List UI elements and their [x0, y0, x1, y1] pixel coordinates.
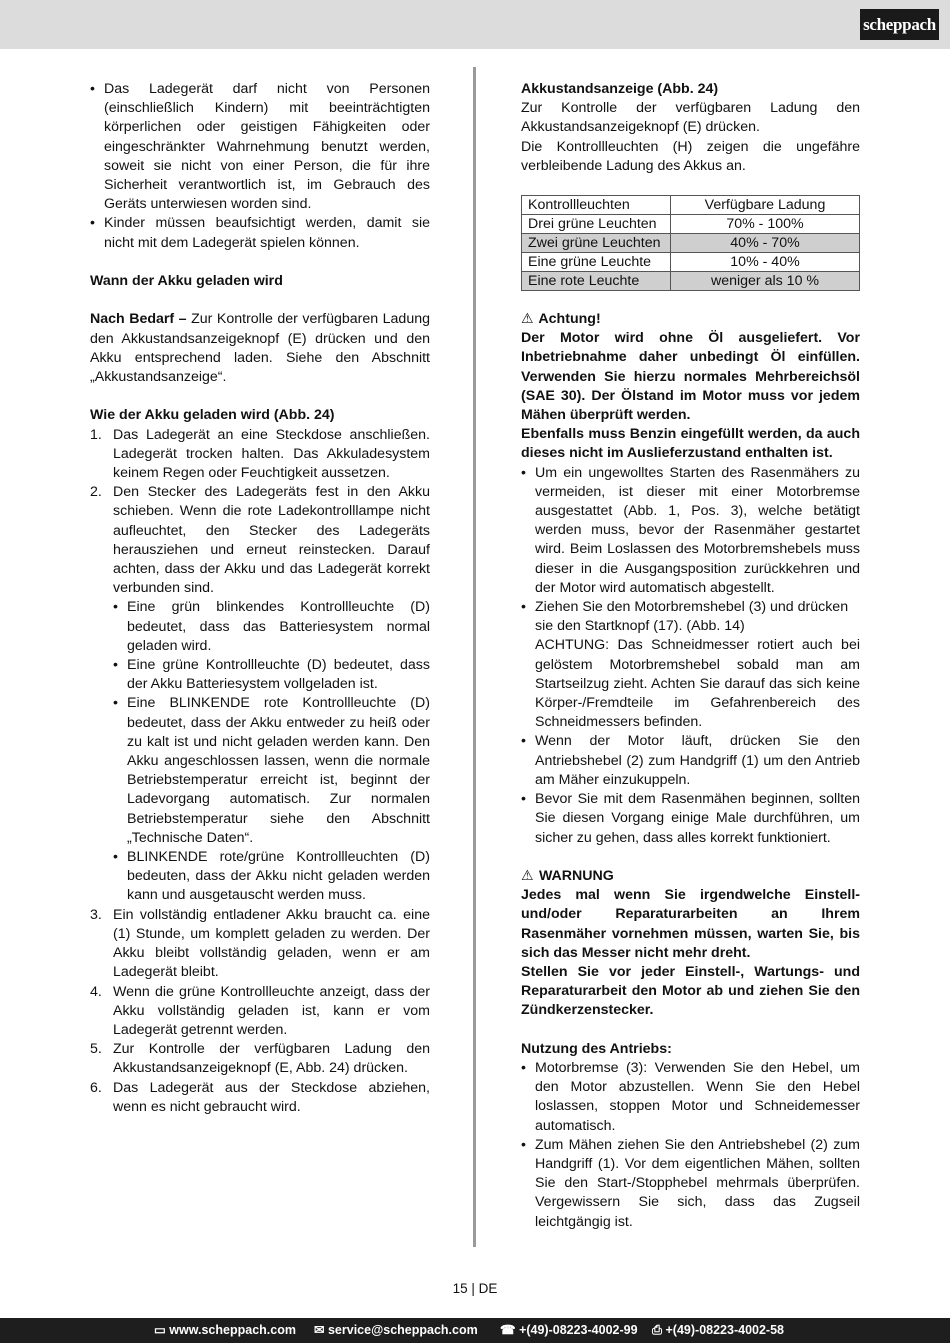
table-row [522, 272, 860, 291]
table-row [522, 253, 860, 272]
table-cell: 70% - 100% [671, 215, 860, 234]
page-number: 15 | DE [452, 1281, 498, 1296]
list-item: • Motorbremse (3): Verwenden Sie den Hebel, um den Motor abzustellen. Wenn Sie den Hebel loslassen, stoppen Motor und Schneidemesser automatisch. [521, 1059, 860, 1136]
column-divider [473, 67, 476, 1247]
table-cell: Zwei grüne Leuchten [522, 234, 671, 253]
list-item [521, 598, 860, 732]
warning-triangle-icon: ⚠ [521, 867, 534, 884]
table-cell: Eine grüne Leuchte [522, 253, 671, 272]
caution-title: Achtung! [538, 311, 601, 328]
sub-list-item: • BLINKENDE rote/grüne Kontrollleuchten (D) bedeuten, dass der Akku nicht geladen werden kann und ausgetauscht werden muss. [90, 848, 430, 906]
phone-contact [500, 1318, 638, 1343]
item-text: Wenn die grüne Kontrollleuchte anzeigt, dass der Akku vollständig geladen ist, kann er vom Ladegerät getrennt werden. [113, 983, 430, 1038]
numbered-item [90, 1079, 430, 1117]
charge-table-wrapper [521, 195, 860, 291]
item-text: Ein vollständig entladener Akku braucht ca. eine (1) Stunde, um komplett geladen zu werden. Der Akku bleibt vollständig geladen, wenn er am Ladegerät bleibt. [113, 906, 430, 981]
numbered-item [90, 426, 430, 484]
web-contact[interactable] [154, 1318, 296, 1343]
mail-icon: ✉ [314, 1323, 325, 1337]
sub-list-item: • Eine grün blinkendes Kontrollleuchte (D) bedeutet, dass das Batteriesystem normal geladen wird. [90, 598, 430, 656]
item-text: Den Stecker des Ladegeräts fest in den Akku schieben. Wenn die rote Ladekontrolllampe nicht aufleuchtet, den Stecker des Ladegeräts herausziehen und erneut reinstecken. Darauf achten, dass der Akku und das Ladegerät korrekt verbunden sind. [113, 484, 430, 597]
warning-text: Stellen Sie vor jeder Einstell-, Wartungs- und Reparaturarbeit den Motor ab und ziehen Sie den Zündkerzenstecker. [521, 963, 860, 1019]
caution-heading [521, 310, 860, 329]
warning-text: Jedes mal wenn Sie irgendwelche Einstell- und/oder Reparaturarbeiten an Ihrem Rasenmäher vornehmen müssen, warten Sie, bis sich das Messer nicht mehr dreht. [521, 887, 860, 961]
phone-icon: ☎ [500, 1323, 516, 1337]
table-cell: 10% - 40% [671, 253, 860, 272]
warning-title: WARNUNG [538, 867, 614, 884]
item-number: 6. [90, 1079, 102, 1096]
list-item-text: ACHTUNG: Das Schneidmesser rotiert auch bei gelöstem Motorbremshebel sobald man am Startseilzug zieht. Achten Sie darauf das sich keine Körper-/Fremdteile im Gefahrenbereich des Schneidmessers befinden. [535, 637, 860, 731]
sub-list-item: • Eine BLINKENDE rote Kontrollleuchte (D) bedeutet, dass der Akku entweder zu heiß oder zu kalt ist und nicht geladen werden kann. Den Akku angeschlossen lassen, wenn die normale Betriebstemperatur erreicht ist, beginnt der Ladevorgang automatisch. Zur normalen Betriebstemperatur siehe den Abschnitt „Technische Daten“. [90, 694, 430, 848]
section-heading: Wann der Akku geladen wird [90, 273, 283, 290]
table-cell: Eine rote Leuchte [522, 272, 671, 291]
need-text: Zur Kontrolle der verfügbaren Ladung den Akkustandsanzeigeknopf (E) drücken und den Akku entsprechend laden. Siehe den Abschnitt „Akkustandsanzeige“. [90, 311, 430, 386]
paragraph [90, 310, 430, 387]
right-column [521, 80, 860, 1232]
list-item: • Wenn der Motor läuft, drücken Sie den Antriebshebel (2) zum Handgriff (1) um den Antrieb am Mäher einzukuppeln. [521, 732, 860, 790]
list-item-text: • Ziehen Sie den Motorbremshebel (3) und drücken sie den Startknopf (17). (Abb. 14) [535, 599, 849, 635]
charge-table [521, 195, 860, 291]
table-row [522, 234, 860, 253]
paragraph: Die Kontrollleuchten (H) zeigen die ungefähre verbleibende Ladung des Akkus an. [521, 138, 860, 174]
caution-text: Der Motor wird ohne Öl ausgeliefert. Vor Inbetriebnahme daher unbedingt Öl einfüllen. Verwenden Sie hierzu normales Mehrbereichsöl (SAE 30). Der Ölstand im Motor muss vor jedem Mähen überprüft werden. [521, 330, 860, 424]
item-number: 2. [90, 484, 102, 501]
numbered-item [90, 983, 430, 1041]
mail-contact[interactable] [314, 1318, 478, 1343]
numbered-item [90, 483, 430, 598]
section-heading: Nutzung des Antriebs: [521, 1040, 672, 1057]
monitor-icon: ▭ [154, 1323, 166, 1337]
table-cell: Drei grüne Leuchten [522, 215, 671, 234]
item-text: Das Ladegerät aus der Steckdose abziehen, wenn es nicht gebraucht wird. [113, 1079, 430, 1115]
list-item: • Bevor Sie mit dem Rasenmähen beginnen, sollten Sie diesen Vorgang einige Male durchführen, um sicher zu gehen, dass alles korrekt funktioniert. [521, 790, 860, 848]
item-text: Zur Kontrolle der verfügbaren Ladung den Akkustandsanzeigeknopf (E, Abb. 24) drücken. [113, 1041, 430, 1077]
phone-number: +(49)-08223-4002-99 [519, 1323, 638, 1337]
paragraph: Zur Kontrolle der verfügbaren Ladung den Akkustandsanzeigeknopf (E) drücken. [521, 100, 860, 136]
fax-number: +(49)-08223-4002-58 [665, 1323, 784, 1337]
table-cell: weniger als 10 % [671, 272, 860, 291]
need-label: Nach Bedarf – [90, 311, 187, 328]
numbered-item [90, 1040, 430, 1078]
table-row [522, 215, 860, 234]
mail-link[interactable]: service@scheppach.com [327, 1323, 478, 1337]
header-bar [0, 0, 950, 49]
item-number: 5. [90, 1041, 102, 1058]
list-item: • Zum Mähen ziehen Sie den Antriebshebel (2) zum Handgriff (1). Vor dem eigentlichen Mähen, sollten Sie den Start-/Stopphebel mehrmals überprüfen. Vergewissern Sie sich, dass das Zugseil leichtgängig ist. [521, 1136, 860, 1232]
list-item: • Um ein ungewolltes Starten des Rasenmähers zu vermeiden, ist dieser mit einer Motorbremse ausgestattet (Abb. 1, Pos. 3), welche betätigt werden muss, bevor der Rasenmäher gestartet wird. Beim Loslassen des Motorbremshebels muss dieser in die Ausgangsposition zurückkehren und der Motor wird automatisch abgestellt. [521, 464, 860, 598]
web-link[interactable]: www.scheppach.com [169, 1323, 296, 1337]
warning-triangle-icon: ⚠ [521, 311, 534, 328]
item-text: Das Ladegerät an eine Steckdose anschließen. Ladegerät trocken halten. Das Akkuladesystem keinem Regen oder Feuchtigkeit aussetzen. [113, 426, 430, 482]
list-item: • Das Ladegerät darf nicht von Personen (einschließlich Kindern) mit beeinträchtigten körperlichen oder geistigen Fähigkeiten oder eingeschränkter Wahrnehmung benutzt werden, soweit sie nicht von einer Person, die für ihre Sicherheit verantwortlich ist, im Gebrauch des Geräts unterwiesen worden sind. [90, 80, 430, 214]
fax-icon: ⎙ [652, 1323, 663, 1337]
item-number: 4. [90, 983, 102, 1000]
item-number: 3. [90, 906, 102, 923]
sub-list-item: • Eine grüne Kontrollleuchte (D) bedeutet, dass der Akku Batteriesystem vollgeladen ist. [90, 656, 430, 694]
list-item: • Kinder müssen beaufsichtigt werden, damit sie nicht mit dem Ladegerät spielen können. [90, 214, 430, 252]
caution-text: Ebenfalls muss Benzin eingefüllt werden, da auch dieses nicht im Auslieferzustand enthalten ist. [521, 426, 860, 462]
section-heading: Wie der Akku geladen wird (Abb. 24) [90, 407, 335, 424]
item-number: 1. [90, 426, 102, 443]
table-cell: 40% - 70% [671, 234, 860, 253]
section-heading: Akkustandsanzeige (Abb. 24) [521, 81, 719, 97]
left-column [90, 80, 430, 1117]
table-header-cell: Kontrollleuchten [522, 196, 671, 215]
footer-bar [0, 1318, 950, 1343]
table-header-cell: Verfügbare Ladung [671, 196, 860, 215]
brand-logo: scheppach [860, 9, 939, 40]
numbered-item [90, 906, 430, 983]
table-header-row [522, 196, 860, 215]
warning-heading [521, 867, 860, 886]
fax-contact [652, 1318, 784, 1343]
